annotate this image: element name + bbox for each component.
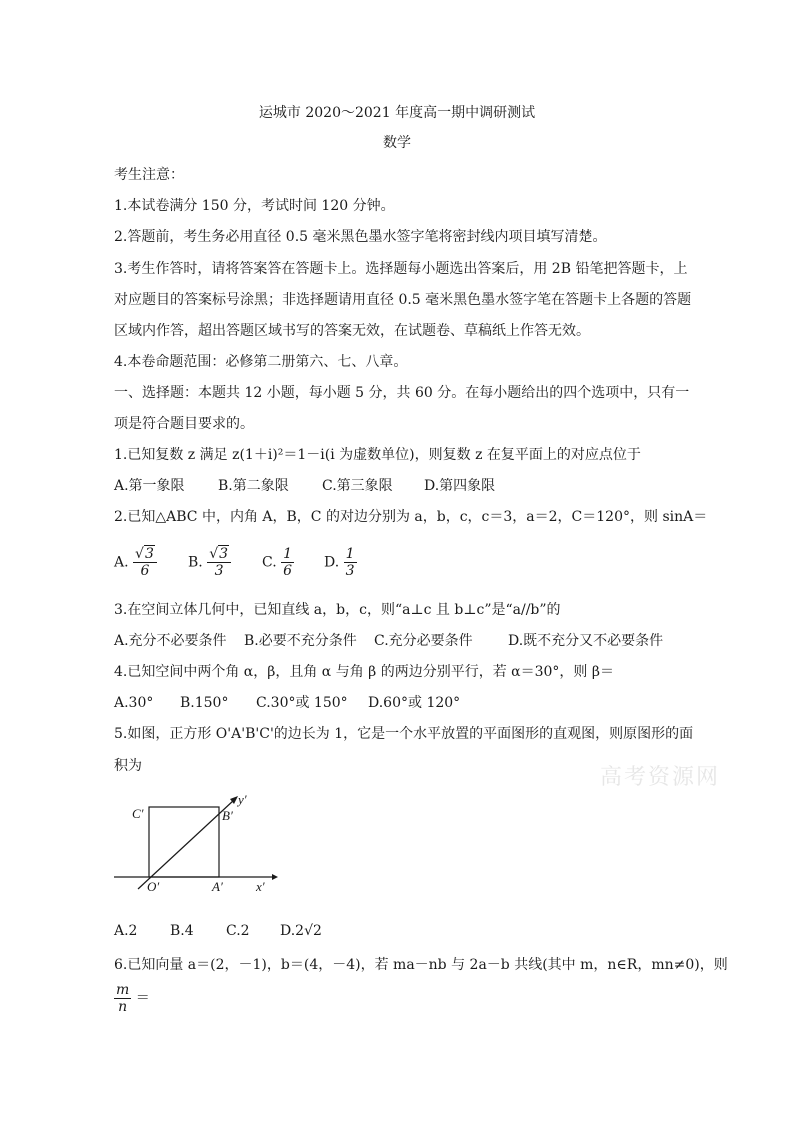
q6-den: n [118, 999, 128, 1015]
x-axis-arrow [272, 874, 278, 880]
label-a: A′ [212, 879, 223, 894]
label-y: y′ [238, 792, 247, 807]
q3-option-c: C.充分必要条件 [374, 633, 473, 649]
q5-stem-cont: 积为 [114, 758, 142, 774]
q2-a-den: 6 [140, 563, 150, 579]
q2-option-c [262, 546, 294, 579]
q6-stem: 6.已知向量 a＝(2，－1)，b＝(4，－4)，若 ma－nb 与 2a－b 共线(其中 m，n∈R，mn≠0)，则 [114, 957, 728, 973]
q2-option-b [188, 546, 231, 579]
q1-stem: 1.已知复数 z 满足 z(1＋i)²＝1－i(i 为虚数单位)，则复数 z 在复平面上的对应点位于 [114, 447, 641, 463]
q2-option-a-fraction [133, 546, 157, 579]
q4-option-a: A.30° [114, 695, 154, 711]
q5-option-d-label: D.2 [280, 923, 305, 939]
sqrt-symbol: √ [135, 546, 144, 562]
q2-option-d-label: D. [324, 554, 340, 571]
q6-equals: ＝ [135, 990, 150, 1007]
q6-fraction [114, 982, 131, 1015]
q5-option-c: C.2 [226, 923, 250, 939]
notice-heading: 考生注意： [114, 167, 184, 183]
q4-option-c: C.30°或 150° [256, 695, 348, 711]
label-o: O′ [147, 879, 160, 894]
q5-figure [110, 790, 280, 905]
section-heading: 一、选择题：本题共 12 小题，每小题 5 分，共 60 分。在每小题给出的四个选项中，只有一 [114, 385, 690, 401]
q2-c-den: 6 [283, 563, 293, 579]
q2-d-num: 1 [345, 546, 355, 562]
q2-option-c-label: C. [262, 554, 277, 571]
q6-num: m [116, 982, 130, 998]
q2-b-num: 3 [219, 546, 229, 562]
q3-option-b: B.必要不充分条件 [244, 633, 357, 649]
q2-c-num: 1 [283, 546, 293, 562]
q2-option-b-label: B. [188, 554, 203, 571]
q2-d-den: 3 [345, 563, 355, 579]
q5-option-d [280, 922, 322, 940]
square-oabc [149, 807, 219, 877]
notice-item-3: 3.考生作答时，请将答案答在答题卡上。选择题每小题选出答案后，用 2B 铅笔把答题卡，上 [114, 261, 688, 277]
q2-option-d [324, 546, 357, 579]
q2-stem: 2.已知△ABC 中，内角 A，B，C 的对边分别为 a，b，c，c＝3，a＝2，C＝120°，则 sinA＝ [114, 509, 708, 525]
q5-option-a: A.2 [114, 923, 138, 939]
watermark: 高考资源网 [600, 765, 721, 790]
q2-option-a [114, 546, 157, 579]
y-axis [138, 800, 234, 889]
q3-option-a: A.充分不必要条件 [114, 633, 227, 649]
q2-option-d-fraction [344, 546, 357, 579]
q2-option-c-fraction [281, 546, 294, 579]
q3-option-d: D.既不充分又不必要条件 [508, 633, 664, 649]
notice-item-4: 4.本卷命题范围：必修第二册第六、七、八章。 [114, 354, 408, 370]
q1-option-d: D.第四象限 [424, 478, 496, 494]
label-b: B′ [222, 808, 233, 823]
sqrt-symbol: √ [209, 546, 219, 562]
q5-option-b: B.4 [170, 923, 194, 939]
q1-option-a: A.第一象限 [114, 478, 185, 494]
q4-stem: 4.已知空间中两个角 α，β，且角 α 与角 β 的两边分别平行，若 α＝30°，则 β＝ [114, 664, 614, 680]
q5-stem: 5.如图，正方形 O'A'B'C'的边长为 1，它是一个水平放置的平面图形的直观图，则原图形的面 [114, 726, 694, 742]
q4-option-d: D.60°或 120° [368, 695, 461, 711]
q2-b-den: 3 [214, 563, 224, 579]
q2-option-b-fraction [207, 546, 231, 579]
notice-item-1: 1.本试卷满分 150 分，考试时间 120 分钟。 [114, 198, 395, 214]
exam-title: 运城市 2020～2021 年度高一期中调研测试 [258, 105, 536, 121]
notice-item-3-cont: 对应题目的答案标号涂黑；非选择题请用直径 0.5 毫米黑色墨水签字笔在答题卡上各题的答题 [114, 292, 692, 308]
q2-option-a-label: A. [114, 554, 129, 571]
q5-option-d-sqrt: √2 [304, 923, 322, 939]
q1-option-c: C.第三象限 [322, 478, 393, 494]
label-c: C′ [132, 806, 144, 821]
q4-option-b: B.150° [180, 695, 229, 711]
q3-stem: 3.在空间立体几何中，已知直线 a，b，c，则“a⊥c 且 b⊥c”是“a//b”的 [114, 602, 561, 618]
notice-item-3-cont2: 区域内作答，超出答题区域书写的答案无效，在试题卷、草稿纸上作答无效。 [114, 323, 590, 339]
exam-subject: 数学 [383, 135, 411, 151]
q2-a-num: 3 [144, 546, 154, 562]
label-x: x′ [256, 879, 265, 894]
q1-option-b: B.第二象限 [218, 478, 289, 494]
section-heading-cont: 项是符合题目要求的。 [114, 416, 254, 432]
q6-answer-fraction [114, 982, 150, 1015]
notice-item-2: 2.答题前，考生务必用直径 0.5 毫米黑色墨水签字笔将密封线内项目填写清楚。 [114, 229, 607, 245]
